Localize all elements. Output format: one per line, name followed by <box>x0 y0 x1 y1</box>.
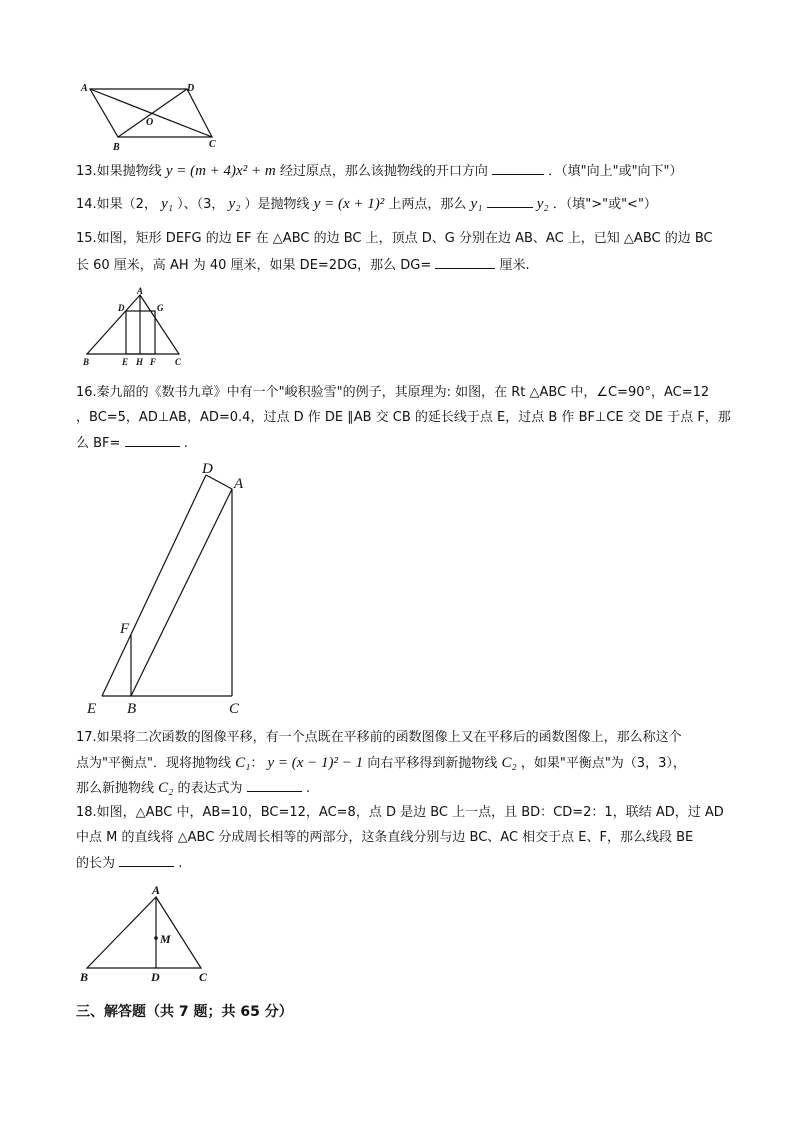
figure-snow-triangle <box>80 455 260 720</box>
question-17-line-3 <box>76 779 726 798</box>
label-d: D <box>151 970 160 984</box>
q17-tail: . <box>305 781 310 796</box>
label-e: E <box>122 357 129 367</box>
figure-triangle-median <box>78 880 218 990</box>
q17-answer-blank[interactable] <box>247 779 302 792</box>
label-f: F <box>150 357 157 367</box>
question-17-line-2 <box>76 754 726 773</box>
q17-text-3b: 的表达式为 <box>177 781 243 796</box>
label-a: A <box>81 83 88 94</box>
question-16-line-2 <box>76 409 731 427</box>
label-b: B <box>80 970 89 984</box>
q13-formula: y = (m + 4)x² + m <box>165 163 276 179</box>
label-o: O <box>146 117 154 128</box>
q17-text-1: 17.如果将二次函数的图像平移，有一个点既在平移前的函数图像上又在平移后的函数图像上，那么称这个 <box>76 730 682 745</box>
q14-mid3: 上两点，那么 <box>388 197 467 212</box>
q13-tail: ．（填"向上"或"向下"） <box>548 164 683 179</box>
q16-text-3: 么 BF= <box>76 436 121 451</box>
label-d: D <box>202 461 213 477</box>
q17-colon: ： <box>250 756 264 771</box>
label-a: A <box>137 286 144 296</box>
label-d: D <box>187 83 195 94</box>
question-15-line-2 <box>76 256 726 275</box>
label-c: C <box>209 139 216 150</box>
question-17-line-1 <box>76 729 726 747</box>
label-a: A <box>152 883 161 897</box>
q16-text-1: 16.秦九韶的《数书九章》中有一个"峻积验雪"的例子，其原理为: 如图，在 Rt △ABC 中，∠C=90°，AC=12 <box>76 385 710 400</box>
q13-prefix: 13.如果抛物线 <box>76 164 162 179</box>
label-a: A <box>234 476 244 492</box>
question-14 <box>76 195 726 214</box>
question-13 <box>76 162 726 181</box>
q16-tail: . <box>183 436 188 451</box>
question-16-line-1 <box>76 384 726 402</box>
q17-text-2: 点为"平衡点"．现将抛物线 <box>76 756 231 771</box>
question-18-line-3 <box>76 854 726 873</box>
figure-parallelogram <box>78 80 228 152</box>
q17-c2: C₂ <box>501 755 517 771</box>
q17-text-2c: ，如果"平衡点"为（3，3）， <box>520 756 686 771</box>
question-18-line-2 <box>76 829 726 847</box>
q15-text-2: 长 60 厘米，高 AH 为 40 厘米，如果 DE=2DG，那么 DG= <box>76 258 432 273</box>
segment-ab <box>131 489 232 696</box>
q14-y2: y₂ <box>228 196 241 212</box>
q14-mid2: ）是抛物线 <box>244 197 310 212</box>
label-b: B <box>113 142 120 153</box>
q18-tail: . <box>178 856 183 871</box>
q16-text-2: ，BC=5，AD⊥AB，AD=0.4，过点 D 作 DE ∥AB 交 CB 的延长线于点 E，过点 B 作 BF⊥CE 交 DE 于点 F，那 <box>76 410 731 425</box>
q15-answer-blank[interactable] <box>435 256 495 269</box>
q14-mid1: ）、（3， <box>177 197 225 212</box>
midpoint-m <box>154 936 158 940</box>
q13-answer-blank[interactable] <box>492 162 544 175</box>
label-m: M <box>160 932 171 946</box>
q14-prefix: 14.如果（2， <box>76 197 157 212</box>
label-h: H <box>136 357 144 367</box>
q18-text-3: 的长为 <box>76 856 116 871</box>
triangle-abc <box>87 897 201 968</box>
label-c: C <box>175 357 182 367</box>
question-15-line-1 <box>76 230 726 248</box>
q18-text-2: 中点 M 的直线将 △ABC 分成周长相等的两部分，这条直线分别与边 BC、AC 相交于点 E、F，那么线段 BE <box>76 830 694 845</box>
q14-answer-blank[interactable] <box>487 195 533 208</box>
label-b: B <box>83 357 90 367</box>
question-16-line-3 <box>76 434 726 453</box>
segment-de <box>102 475 206 696</box>
label-c: C <box>229 701 240 717</box>
q17-text-3: 那么新抛物线 <box>76 781 155 796</box>
q13-text: 经过原点，那么该抛物线的开口方向 <box>279 164 488 179</box>
label-b: B <box>127 701 137 717</box>
q15-unit: 厘米. <box>499 258 530 273</box>
diagonal-bd <box>118 89 187 137</box>
segment-ad <box>206 475 232 489</box>
q16-answer-blank[interactable] <box>125 434 180 447</box>
q17-text-2b: 向右平移得到新抛物线 <box>367 756 498 771</box>
section-3-heading: 三、解答题（共 7 题；共 65 分） <box>76 1004 293 1020</box>
diagonal-ac <box>90 89 212 137</box>
q15-text-1: 15.如图，矩形 DEFG 的边 EF 在 △ABC 的边 BC 上，顶点 D、G 分别在边 AB、AC 上，已知 △ABC 的边 BC <box>76 231 713 246</box>
q14-formula: y = (x + 1)² <box>313 196 385 212</box>
figure-triangle-rectangle <box>80 284 195 372</box>
triangle-abc <box>87 295 179 354</box>
q14-y1-compare: y₁ <box>470 196 483 212</box>
label-g: G <box>157 303 164 313</box>
label-f: F <box>120 621 130 637</box>
label-c: C <box>199 970 208 984</box>
q18-answer-blank[interactable] <box>119 854 174 867</box>
q17-c2-b: C₂ <box>158 780 174 796</box>
q17-c1: C₁ <box>235 755 251 771</box>
q14-y2-compare: y₂ <box>536 196 549 212</box>
q17-formula: y = (x − 1)² − 1 <box>267 755 364 771</box>
q18-text-1: 18.如图，△ABC 中，AB=10，BC=12，AC=8，点 D 是边 BC 上一点，且 BD：CD=2：1，联结 AD，过 AD <box>76 805 724 820</box>
question-18-line-1 <box>76 804 726 822</box>
q14-y1: y₁ <box>161 196 173 212</box>
label-d: D <box>118 303 125 313</box>
label-e: E <box>87 701 97 717</box>
q14-tail: ．（填">"或"<"） <box>552 197 657 212</box>
